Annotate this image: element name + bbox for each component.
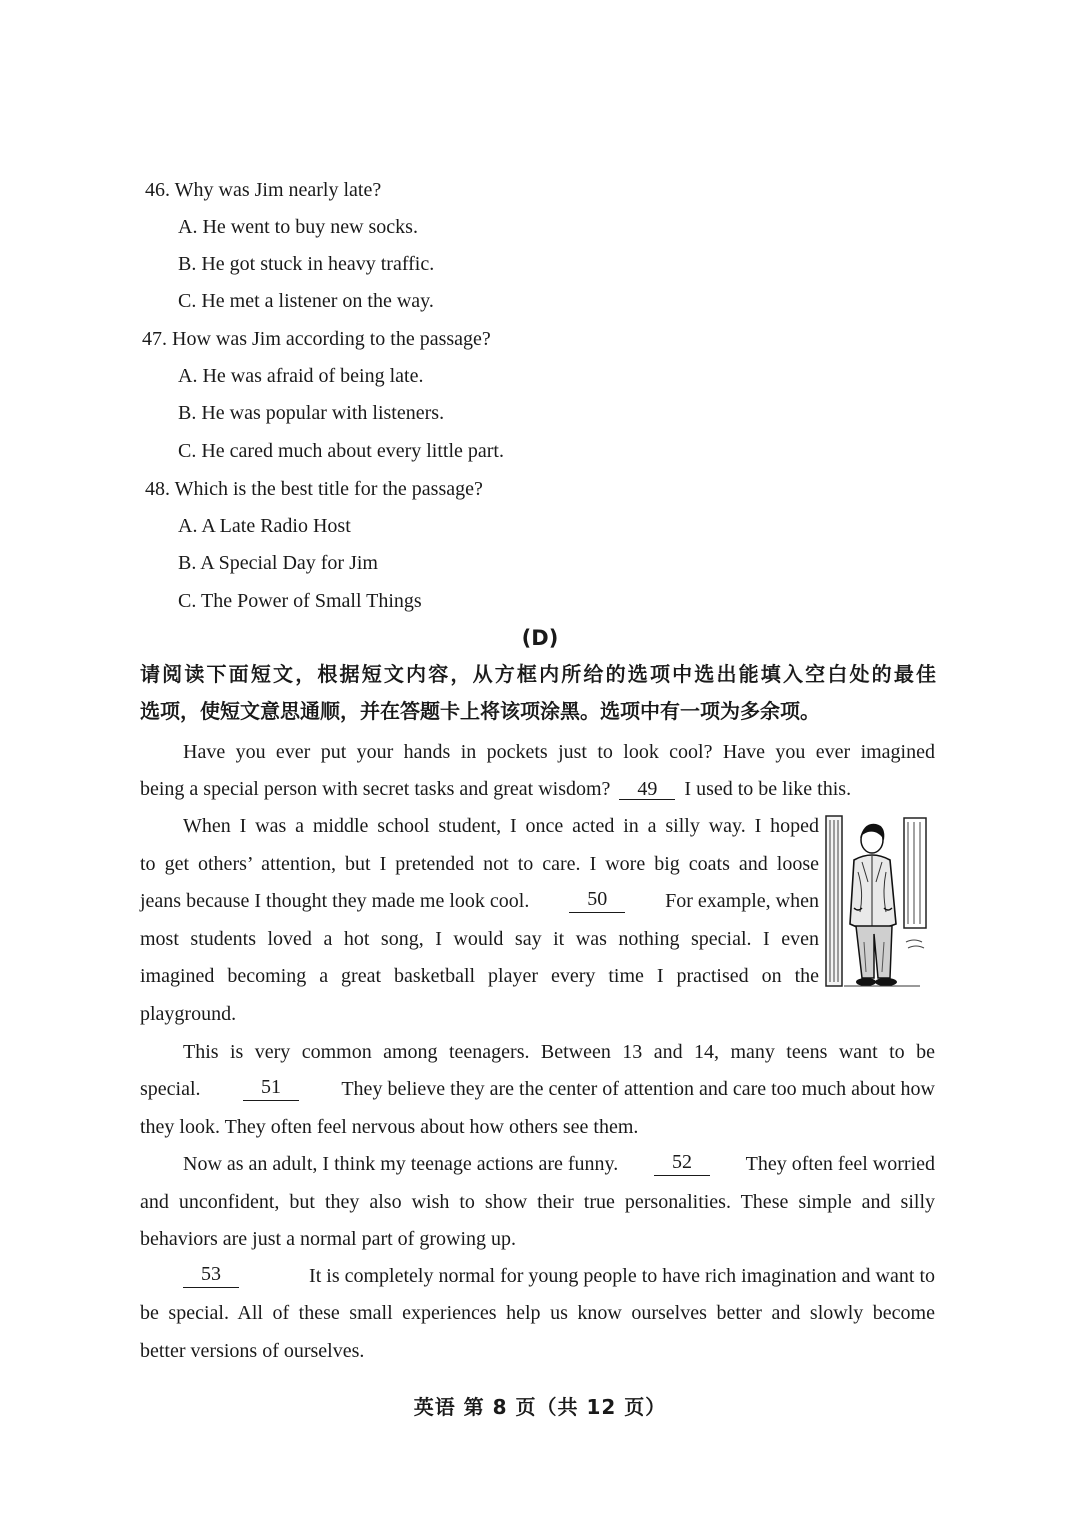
passage-text: jeans because I thought they made me look cool. [140, 890, 530, 912]
question-48-option-a: A. A Late Radio Host [178, 515, 351, 537]
passage-p2-line-2: to get others’ attention, but I pretended not to care. I wore big coats and loose [140, 853, 819, 875]
passage-p2-line-6: playground. [140, 1003, 237, 1025]
question-47-option-a: A. He was afraid of being late. [178, 365, 424, 387]
passage-text: I used to be like this. [684, 778, 852, 800]
passage-p2-line-3 [140, 889, 819, 913]
passage-text: For example, when [665, 890, 819, 912]
blank-49: 49 [619, 779, 675, 800]
passage-p5-line-2: be special. All of these small experiences help us know ourselves better and slowly become [140, 1302, 935, 1324]
instruction-line-1: 请阅读下面短文，根据短文内容，从方框内所给的选项中选出能填入空白处的最佳 [140, 662, 936, 686]
passage-p2-line-4: most students loved a hot song, I would say it was nothing special. I even [140, 928, 819, 950]
question-47-option-b: B. He was popular with listeners. [178, 402, 445, 424]
question-46-option-a: A. He went to buy new socks. [178, 216, 418, 238]
passage-text: special. [140, 1078, 201, 1100]
question-46-option-b: B. He got stuck in heavy traffic. [178, 253, 435, 275]
instruction-line-2: 选项，使短文意思通顺，并在答题卡上将该项涂黑。选项中有一项为多余项。 [140, 699, 820, 723]
question-47-option-c: C. He cared much about every little part. [178, 440, 504, 462]
passage-p1-line-2 [140, 777, 851, 801]
blank-50: 50 [569, 889, 625, 913]
passage-p5-line-3: better versions of ourselves. [140, 1340, 365, 1362]
passage-p4-line-3: behaviors are just a normal part of growing up. [140, 1228, 517, 1250]
passage-text: They believe they are the center of attention and care too much about how [341, 1078, 935, 1100]
passage-p3-line-3: they look. They often feel nervous about how others see them. [140, 1116, 639, 1138]
passage-p3-line-1: This is very common among teenagers. Between 13 and 14, many teens want to be [183, 1041, 935, 1063]
passage-p1-line-1: Have you ever put your hands in pockets just to look cool? Have you ever imagined [183, 741, 935, 763]
page-footer: 英语 第 8 页（共 12 页） [413, 1395, 667, 1419]
question-48-option-b: B. A Special Day for Jim [178, 552, 378, 574]
blank-52: 52 [654, 1152, 710, 1176]
passage-p4-line-1 [183, 1152, 935, 1176]
passage-text: It is completely normal for young people to have rich imagination and want to [309, 1265, 935, 1287]
blank-53: 53 [183, 1264, 239, 1288]
section-title: (D) [521, 626, 559, 650]
passage-p4-line-2: and unconfident, but they also wish to show their true personalities. These simple and silly [140, 1191, 935, 1213]
teen-in-big-coat-illustration-icon [824, 812, 928, 992]
blank-51: 51 [243, 1077, 299, 1101]
passage-p2-line-5: imagined becoming a great basketball player every time I practised on the [140, 965, 819, 987]
passage-text: being a special person with secret tasks and great wisdom? [140, 778, 611, 800]
passage-p5-line-1 [183, 1264, 935, 1288]
question-46-stem: 46. Why was Jim nearly late? [145, 179, 382, 201]
passage-p3-line-2 [140, 1077, 935, 1101]
question-48-option-c: C. The Power of Small Things [178, 590, 422, 612]
question-48-stem: 48. Which is the best title for the passage? [145, 478, 483, 500]
question-47-stem: 47. How was Jim according to the passage? [142, 328, 491, 350]
passage-text: Now as an adult, I think my teenage actions are funny. [183, 1153, 619, 1175]
passage-p2-line-1: When I was a middle school student, I once acted in a silly way. I hoped [183, 815, 819, 837]
passage-text: They often feel worried [745, 1153, 935, 1175]
question-46-option-c: C. He met a listener on the way. [178, 290, 434, 312]
